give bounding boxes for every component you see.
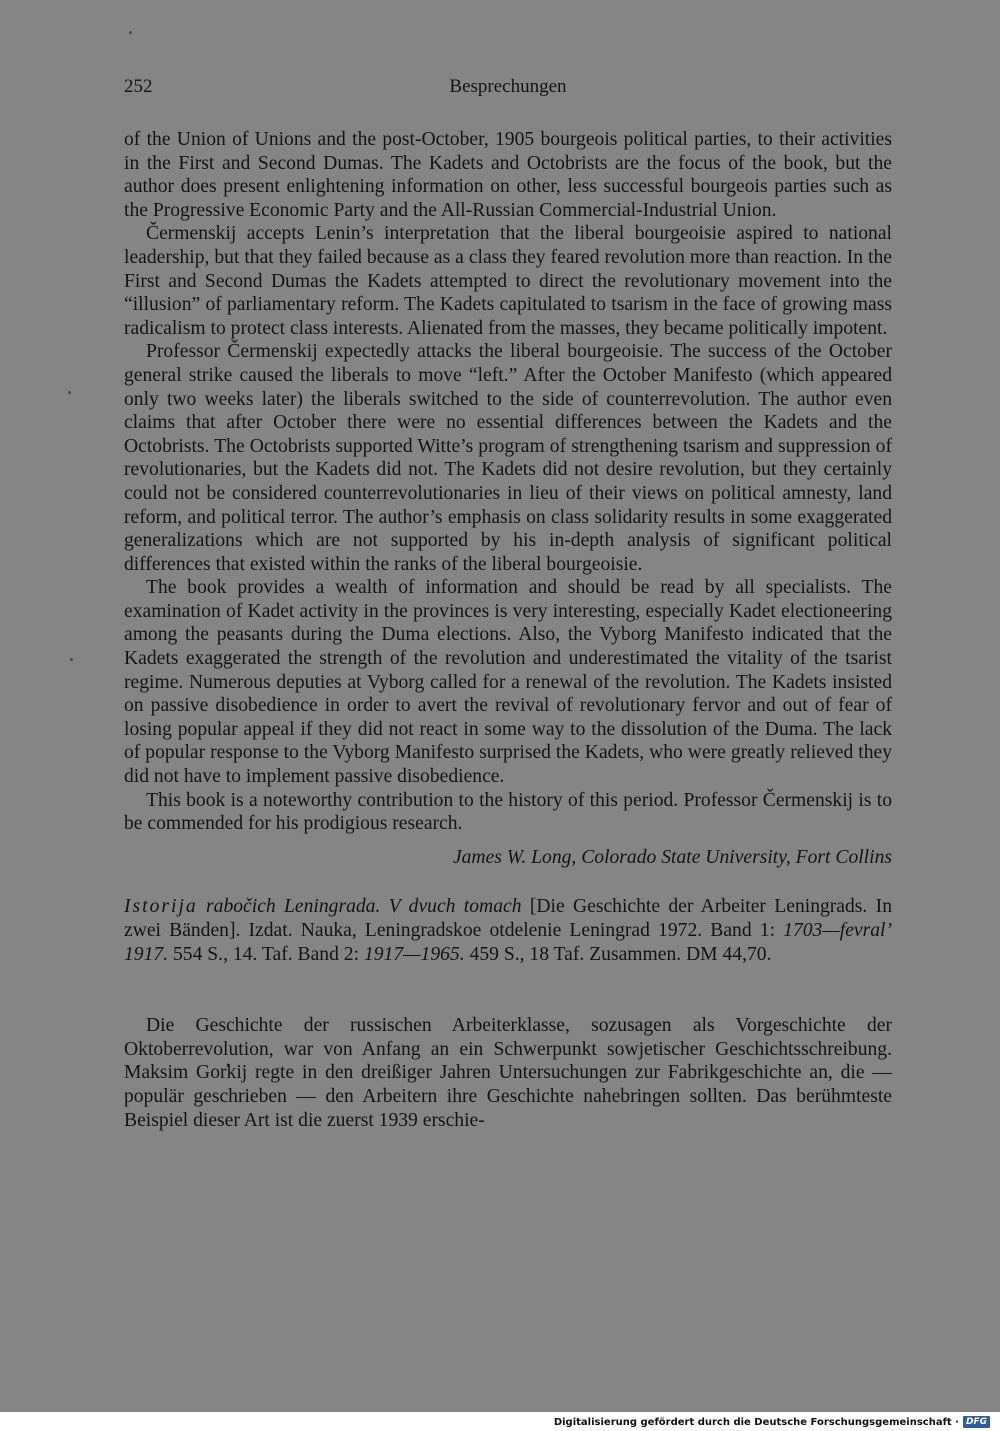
review-paragraph: The book provides a wealth of information and should be read by all specialists. The examination of Kadet activity in the provinces is very interesting, especially Kadet electioneering among the peasants during the Duma elections. Also, the Vyborg Manifesto indicated that the Kadets exaggerated the strength of the revolution and underestimated the vitality of the tsarist regime. Numerous deputies at Vyborg called for a renewal of the revolution. The Kadets insisted on passive disobedience in order to avert the revival of revolutionary fervor and out of fear of losing popular appeal if they did not react in some way to the dissolution of the Duma. The lack of popular response to the Vyborg Manifesto surprised the Kadets, who were greatly relieved they did not have to implement passive disobedience. [124,577,892,788]
scan-speck [70,658,73,661]
review-paragraph: Die Geschichte der russischen Arbeiterklasse, sozusagen als Vorgeschichte der Oktoberrevolution, war von Anfang an ein Schwerpunkt sowjetischer Geschichtsschreibung. Maksim Gor̕kij regte in den dreißiger Jahren Untersuchungen zur Fabrikgeschichte an, die — populär geschrieben — den Arbeitern ihre Geschichte nahebringen sollten. Das berühmteste Beispiel dieser Art ist die zuerst 1939 erschie- [124,1015,892,1131]
page-header [124,76,892,102]
review-paragraph: Professor Čermenskij expectedly attacks the liberal bourgeoisie. The success of the October general strike caused the liberals to move “left.” After the October Manifesto (which appeared only two weeks later) the liberals switched to the side of counterrevolution. The author even claims that after October there were no essential differences between the Kadets and the Octobrists. The Octobrists supported Witte’s program of strengthening tsarism and suppression of revolutionaries, but the Kadets did not. The Kadets did not desire revolution, but they certainly could not be considered counterrevolutionaries in lieu of their views on political amnesty, land reform, and political terror. The author’s emphasis on class solidarity results in some exaggerated generalizations which are not supported by his in-depth analysis of significant political differences that existed within the ranks of the liberal bourgeoisie. [124,341,892,575]
citation-details: 554 S., 14. Taf. Band 2: [168,943,364,965]
citation-details: [Die Geschichte der Arbeiter Leningrads. In zwei Bänden]. Izdat. Nauka, Leningradskoe otdelenie Leningrad 1972. Band 1: [124,896,892,941]
citation-volume1-range: 1703—fevral’ 1917. [124,920,892,965]
citation-details: 459 S., 18 Taf. Zusammen. DM 44,70. [464,943,772,965]
review-paragraph: Čermenskij accepts Lenin’s interpretation that the liberal bourgeoisie aspired to national leadership, but that they failed because as a class they feared revolution more than reaction. In the First and Second Dumas the Kadets attempted to direct the revolutionary movement into the “illusion” of parliamentary reform. The Kadets capitulated to tsarism in the face of growing mass radicalism to protect class interests. Alienated from the masses, they became politically impotent. [124,223,892,339]
page-number: 252 [124,76,153,97]
scan-speck [68,391,71,394]
citation-title: rabočich Leningrada. V dvuch tomach [197,896,522,918]
citation-volume2-range: 1917—1965. [363,943,465,965]
reviewer-signature: James W. Long, Colorado State University, Fort Collins [452,846,892,868]
review-paragraph: of the Union of Unions and the post-October, 1905 bourgeois political parties, to their activities in the First and Second Dumas. The Kadets and Octobrists are the focus of the book, but the author does present enlightening information on other, less successful bourgeois parties such as the Progressive Economic Party and the All-Russian Commercial-Industrial Union. [124,129,892,221]
running-head: Besprechungen [449,76,567,97]
digitization-footer [554,1415,990,1429]
citation-title-word: Istorija [124,896,198,918]
review-paragraph: This book is a noteworthy contribution to the history of this period. Professor Čermenskij is to be commended for his prodigious research. [124,789,892,835]
book-citation [124,895,892,966]
footer-credit: Digitalisierung gefördert durch die Deutsche Forschungsgemeinschaft · [553,1416,959,1428]
body-text [124,128,892,1132]
scan-speck [129,31,132,34]
dfg-logo: DFG [963,1416,990,1428]
